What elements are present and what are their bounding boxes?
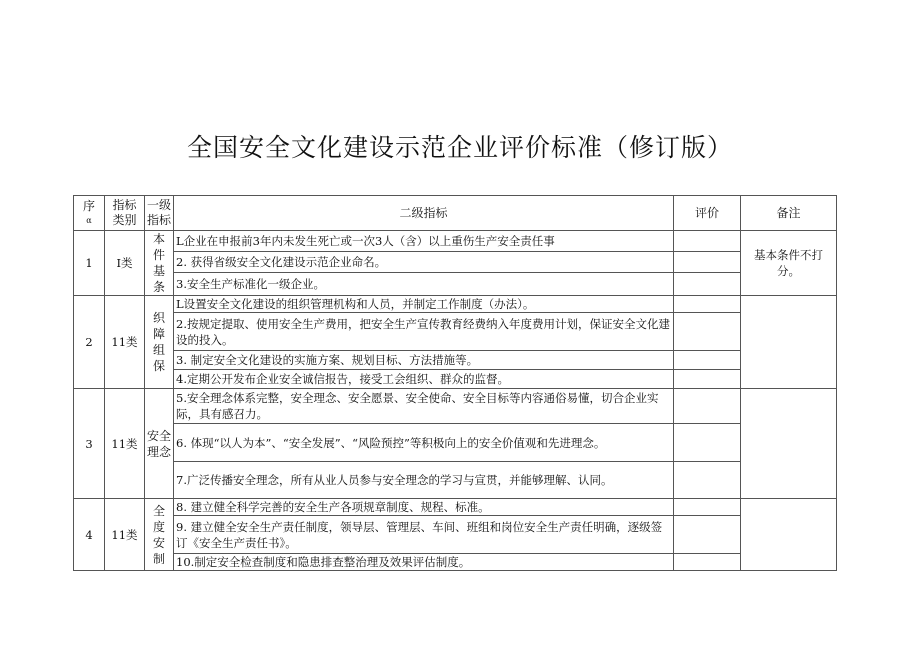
- rating-cell: [674, 462, 741, 499]
- level2-item: 3. 制定安全文化建设的实施方案、规划目标、方法措施等。: [174, 351, 674, 370]
- header-category-line2: 类别: [112, 213, 137, 227]
- evaluation-standard-table: [73, 195, 837, 571]
- rating-cell: [674, 272, 741, 295]
- rating-cell: [674, 389, 741, 424]
- header-remark: 备注: [741, 196, 837, 231]
- level2-item: 2.按规定提取、使用安全生产费用，把安全生产宣传教育经费纳入年度费用计划，保证安全文化建设的投入。: [174, 313, 674, 351]
- level1-char: 安全: [147, 428, 172, 443]
- level2-item: L设置安全文化建设的组织管理机构和人员，并制定工作制度（办法）。: [174, 296, 674, 313]
- rating-cell: [674, 296, 741, 313]
- rating-cell: [674, 370, 741, 389]
- section-level1: [145, 499, 174, 571]
- table-row: [74, 272, 837, 295]
- table-row: [74, 370, 837, 389]
- level1-char: 基: [152, 264, 165, 278]
- section-seq: 1: [74, 231, 105, 296]
- header-seq-sub: α: [86, 215, 92, 225]
- level1-char: 本: [152, 232, 165, 246]
- level1-char: 制: [152, 551, 165, 566]
- level2-item: 4.定期公开发布企业安全诚信报告，接受工会组织、群众的监督。: [174, 370, 674, 389]
- rating-cell: [674, 313, 741, 351]
- level2-item: L企业在申报前3年内未发生死亡或一次3人（含）以上重伤生产安全责任事: [174, 231, 674, 252]
- table-row: [74, 516, 837, 554]
- level2-item: 5.安全理念体系完整，安全理念、安全愿景、安全使命、安全目标等内容通俗易懂，切合企业实际，具有感召力。: [174, 389, 674, 424]
- table-row: [74, 313, 837, 351]
- level2-item: 6. 体现“以人为本”、“安全发展”、“风险预控”等积极向上的安全价值观和先进理念。: [174, 424, 674, 462]
- level2-item: 10.制定安全检查制度和隐患排查整治理及效果评估制度。: [174, 554, 674, 571]
- level1-char: 理念: [147, 444, 172, 459]
- table-row: [74, 554, 837, 571]
- table-row: [74, 231, 837, 252]
- table-row: [74, 251, 837, 272]
- header-level2: 二级指标: [174, 196, 674, 231]
- header-seq: [74, 196, 105, 231]
- section-seq: 3: [74, 389, 105, 499]
- table-row: [74, 462, 837, 499]
- header-row: [74, 196, 837, 231]
- section-level1: [145, 296, 174, 389]
- remark-cell: [741, 389, 837, 499]
- rating-cell: [674, 499, 741, 516]
- table-row: [74, 424, 837, 462]
- level1-char: 全: [152, 503, 165, 518]
- table-row: [74, 389, 837, 424]
- section-category: 11类: [105, 389, 145, 499]
- level1-char: 度: [152, 519, 165, 534]
- remark-cell: [741, 499, 837, 571]
- level2-item: 9. 建立健全安全生产责任制度，领导层、管理层、车间、班组和岗位安全生产责任明确，逐级签订《安全生产责任书》。: [174, 516, 674, 554]
- section-category: Ⅰ类: [105, 231, 145, 296]
- header-rating: 评价: [674, 196, 741, 231]
- level1-char: 织: [152, 311, 165, 325]
- rating-cell: [674, 554, 741, 571]
- header-seq-label: 序: [82, 198, 95, 213]
- table-row: [74, 296, 837, 313]
- section-seq: 2: [74, 296, 105, 389]
- section-category: 11类: [105, 296, 145, 389]
- level1-char: 条: [152, 280, 165, 294]
- section-level1: [145, 231, 174, 296]
- remark-cell: [741, 296, 837, 389]
- header-category: [105, 196, 145, 231]
- header-category-line1: 指标: [112, 198, 137, 212]
- level2-item: 8. 建立健全科学完善的安全生产各项规章制度、规程、标准。: [174, 499, 674, 516]
- header-level1-line2: 指标: [147, 213, 172, 227]
- level1-char: 件: [152, 248, 165, 262]
- table-row: [74, 499, 837, 516]
- section-category: 11类: [105, 499, 145, 571]
- level2-item: 2. 获得省级安全文化建设示范企业命名。: [174, 251, 674, 272]
- section-level1: [145, 389, 174, 499]
- level1-char: 保: [152, 359, 165, 373]
- rating-cell: [674, 231, 741, 252]
- header-level1: [145, 196, 174, 231]
- table-row: [74, 351, 837, 370]
- rating-cell: [674, 351, 741, 370]
- remark-cell: 基本条件不打分。: [741, 231, 837, 296]
- level1-char: 障: [152, 327, 165, 341]
- rating-cell: [674, 251, 741, 272]
- page-title: 全国安全文化建设示范企业评价标准（修订版）: [186, 133, 733, 162]
- level1-char: 安: [152, 535, 165, 550]
- level2-item: 7.广泛传播安全理念，所有从业人员参与安全理念的学习与宣贯，并能够理解、认同。: [174, 462, 674, 499]
- rating-cell: [674, 516, 741, 554]
- level1-char: 组: [152, 343, 165, 357]
- section-seq: 4: [74, 499, 105, 571]
- rating-cell: [674, 424, 741, 462]
- level2-item: 3.安全生产标准化一级企业。: [174, 272, 674, 295]
- header-level1-line1: 一级: [147, 198, 172, 212]
